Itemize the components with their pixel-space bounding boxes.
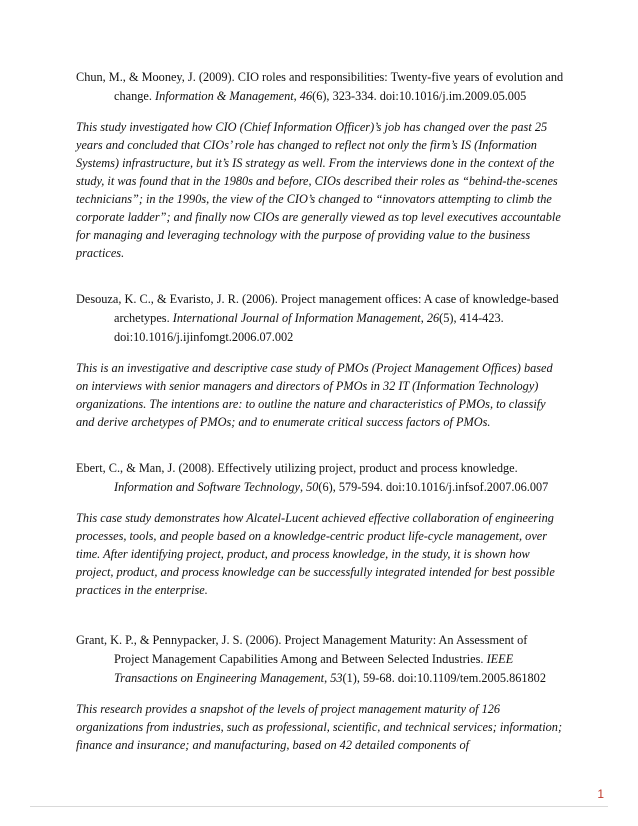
footer-divider [30,806,608,807]
citation: Chun, M., & Mooney, J. (2009). CIO roles and responsibilities: Twenty-five years of evolution and change. Information & Management, 46(6), 323-334. doi:10.1016/j.im.2009.05.005 [76,70,564,103]
citation: Ebert, C., & Man, J. (2008). Effectively utilizing project, product and process knowledge. Information and Software Technology, 50(6), 579-594. doi:10.1016/j.infsof.2007.06.007 [76,461,549,494]
bibliography-entry [76,631,564,754]
bibliography-entry [76,290,564,431]
citation: Desouza, K. C., & Evaristo, J. R. (2006). Project management offices: A case of knowledge-based archetypes. International Journal of Information Management, 26(5), 414-423. doi:10.1016/j.ijinfomgt.2006.07.002 [76,292,559,344]
annotation: This case study demonstrates how Alcatel-Lucent achieved effective collaboration of engineering processes, tools, and people based on a knowledge-centric product life-cycle management, over time. After identifying project, product, and process knowledge, in the study, it is shown how project, product, and process knowledge can be successfully integrated intended for best possible practices in the enterprise. [76,511,555,597]
bibliography-entry [76,68,564,262]
citation-authors: Ebert, C., & Man, J. (2008). Effectively utilizing project, product and process knowledge. [76,461,518,475]
citation-volume: 26 [426,311,440,325]
citation-journal: International Journal of Information Management [172,311,421,325]
citation-authors: Chun, M., & Mooney, J. (2009). CIO roles and responsibilities: Twenty-five years of evolution and change. [76,70,564,103]
citation-authors: Desouza, K. C., & Evaristo, J. R. (2006). Project management offices: A case of knowledge-based archetypes. [76,292,559,325]
citation-journal: IEEE Transactions on Engineering Management [114,652,514,685]
citation-volume: 50 [306,480,319,494]
annotation: This is an investigative and descriptive case study of PMOs (Project Management Offices) based on interviews with senior managers and directors of PMOs in 32 IT (Information Technology) organizations. The intentions are: to outline the nature and characteristics of PMOs, to classify and derive archetypes of PMOs; and to enumerate critical success factors of PMOs. [76,361,553,429]
citation-pages-doi: (6), 323-334. doi:10.1016/j.im.2009.05.005 [312,89,527,103]
citation-journal: Information and Software Technology [114,480,300,494]
annotation: This study investigated how CIO (Chief Information Officer)’s job has changed over the past 25 years and concluded that CIOs’ role has changed to reflect not only the firm’s IS (Information Systems) infrastructure, but it’s IS strategy as well. From the interviews done in the context of the study, it was found that in the 1980s and before, CIOs described their roles as “behind-the-scenes technicians”; in the 1990s, the view of the CIO’s changed to “innovators attempting to climb the corporate ladder”; and finally now CIOs are generally viewed as top level executives accountable for managing and leveraging technology with the purpose of providing value to the business practices. [76,120,561,260]
citation-volume: 53 [330,671,343,685]
annotation: This research provides a snapshot of the levels of project management maturity of 126 organizations from industries, such as professional, scientific, and technical services; information; finance and insurance; and manufacturing, based on 42 detailed components of [76,702,563,752]
citation-pages-doi: (5), 414-423. doi:10.1016/j.ijinfomgt.2006.07.002 [114,311,504,344]
citation: Grant, K. P., & Pennypacker, J. S. (2006). Project Management Maturity: An Assessment of Project Management Capabilities Among and Between Selected Industries. IEEE Transactions on Engineering Management, 53(1), 59-68. doi:10.1109/tem.2005.861802 [76,633,546,685]
citation-pages-doi: (1), 59-68. doi:10.1109/tem.2005.861802 [342,671,546,685]
page-number: 1 [597,787,604,801]
citation-volume: 46 [299,89,313,103]
citation-authors: Grant, K. P., & Pennypacker, J. S. (2006). Project Management Maturity: An Assessment of Project Management Capabilities Among and Between Selected Industries. [76,633,528,666]
citation-journal: Information & Management [154,89,294,103]
bibliography-entry [76,459,564,599]
citation-pages-doi: (6), 579-594. doi:10.1016/j.infsof.2007.06.007 [318,480,549,494]
